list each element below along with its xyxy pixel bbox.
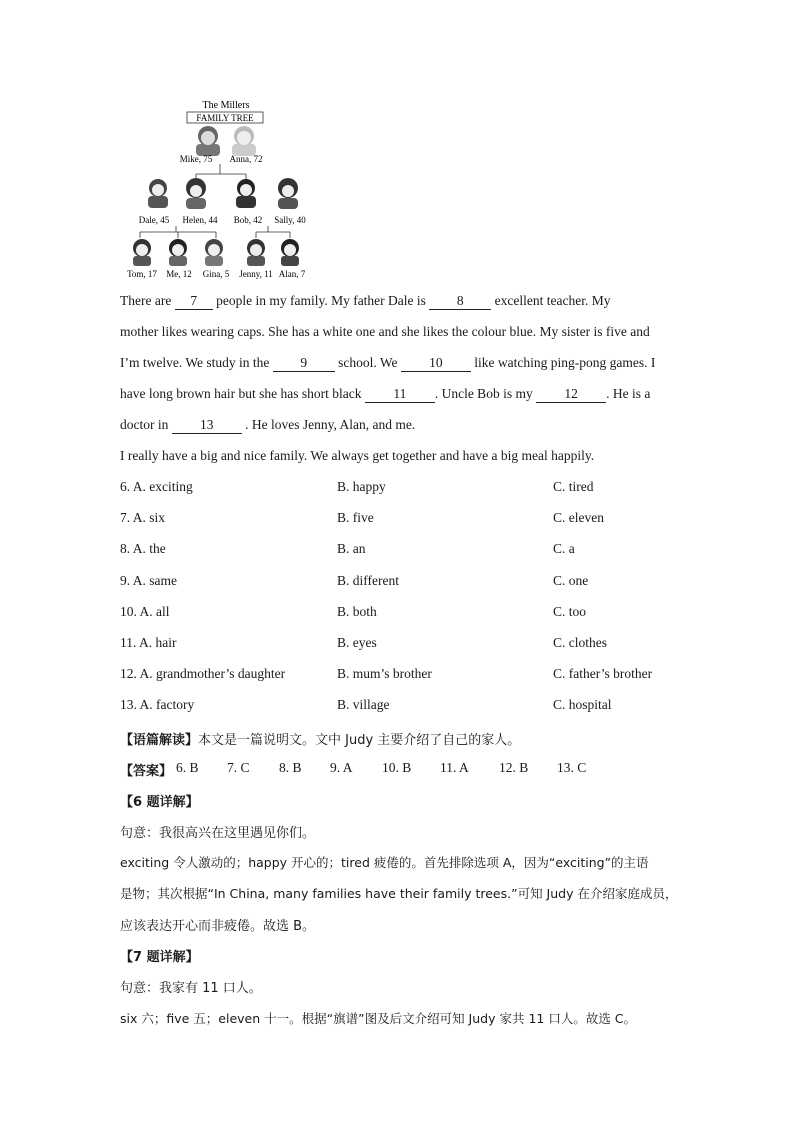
option-a: 6. A. exciting — [120, 479, 193, 494]
label-me: Me, 12 — [166, 269, 192, 279]
option-c: C. tired — [553, 479, 594, 494]
option-a: 7. A. six — [120, 510, 166, 525]
option-c: C. eleven — [553, 510, 604, 525]
option-c: C. father’s brother — [553, 666, 653, 681]
tree-title: The Millers — [202, 100, 250, 111]
avatar-tom — [133, 239, 151, 266]
option-a: 13. A. factory — [120, 697, 195, 712]
question-row-10 — [120, 604, 680, 624]
answer-13: 13. C — [557, 760, 587, 775]
answer-9: 9. A — [330, 760, 353, 775]
option-a: 8. A. the — [120, 541, 166, 556]
blank-13: 13 — [172, 417, 242, 434]
option-b: B. different — [337, 573, 399, 588]
label-dale: Dale, 45 — [138, 215, 170, 225]
family-tree-illustration — [120, 96, 320, 282]
answer-10: 10. B — [382, 760, 412, 775]
option-c: C. too — [553, 604, 587, 619]
option-b: B. eyes — [337, 635, 377, 650]
label-jenny: Jenny, 11 — [239, 269, 273, 279]
blank-11: 11 — [365, 386, 435, 403]
label-helen: Helen, 44 — [182, 215, 218, 225]
answer-line — [120, 760, 676, 780]
avatar-anna — [232, 126, 256, 156]
question-row-8 — [120, 541, 680, 561]
option-c: C. one — [553, 573, 589, 588]
passage-line-1: There are 7 people in my family. My father Dale is 8 excellent teacher. My — [120, 293, 611, 308]
question-row-7 — [120, 510, 680, 530]
avatar-me — [169, 239, 187, 266]
cloze-passage — [120, 285, 676, 471]
answer-tag: 【答案】 — [120, 764, 173, 779]
option-b: B. mum’s brother — [337, 666, 432, 681]
question-row-11 — [120, 635, 680, 655]
label-tom: Tom, 17 — [127, 269, 157, 279]
question-row-12 — [120, 666, 680, 686]
question-row-9 — [120, 573, 680, 593]
reading-analysis — [120, 729, 676, 748]
answer-11: 11. A — [440, 760, 469, 775]
label-gina: Gina, 5 — [202, 269, 230, 279]
label-sally: Sally, 40 — [274, 215, 306, 225]
q6-header: 【6 题详解】 — [120, 795, 199, 810]
passage-line-6: I really have a big and nice family. We always get together and have a big meal happily. — [120, 448, 595, 463]
passage-line-4: have long brown hair but she has short black 11 . Uncle Bob is my 12 . He is a — [120, 386, 651, 401]
avatar-dale — [148, 179, 168, 208]
answer-12: 12. B — [499, 760, 529, 775]
avatar-gina — [205, 239, 223, 266]
option-a: 9. A. same — [120, 573, 177, 588]
q6-meaning: 句意：我很高兴在这里遇见你们。 — [120, 826, 316, 841]
label-mike: Mike, 75 — [179, 154, 213, 164]
answer-8: 8. B — [279, 760, 302, 775]
avatar-alan — [281, 239, 299, 266]
blank-10: 10 — [401, 355, 471, 372]
question-row-6 — [120, 479, 680, 499]
passage-line-5: doctor in 13 . He loves Jenny, Alan, and me. — [120, 417, 416, 432]
option-b: B. village — [337, 697, 390, 712]
option-c: C. a — [553, 541, 575, 556]
answer-7: 7. C — [227, 760, 250, 775]
q7-explanation-1: six 六；five 五；eleven 十一。根据“旗谱”图及后文介绍可知 Judy 家共 11 口人。故选 C。 — [120, 1011, 637, 1026]
option-a: 11. A. hair — [120, 635, 177, 650]
tree-connector-2 — [140, 226, 290, 238]
option-b: B. an — [337, 541, 366, 556]
avatar-sally — [278, 178, 298, 209]
passage-line-2: mother likes wearing caps. She has a white one and she likes the colour blue. My sister is five and — [120, 324, 650, 339]
option-c: C. hospital — [553, 697, 612, 712]
blank-7: 7 — [175, 293, 213, 310]
reading-text: 本文是一篇说明文。文中 Judy 主要介绍了自己的家人。 — [198, 733, 521, 748]
option-c: C. clothes — [553, 635, 607, 650]
option-a: 12. A. grandmother’s daughter — [120, 666, 286, 681]
reading-tag: 【语篇解读】 — [120, 733, 199, 748]
avatar-jenny — [247, 239, 265, 266]
option-b: B. five — [337, 510, 374, 525]
option-b: B. happy — [337, 479, 386, 494]
q7-header: 【7 题详解】 — [120, 950, 199, 965]
tree-connector-1 — [196, 164, 246, 180]
q6-explanation-3: 应该表达开心而非疲倦。故选 B。 — [120, 919, 316, 934]
avatar-bob — [236, 179, 256, 208]
avatar-mike — [196, 126, 220, 156]
avatar-helen — [186, 178, 206, 209]
passage-line-3: I’m twelve. We study in the 9 school. We 10 like watching ping-pong games. I — [120, 355, 656, 370]
q7-meaning: 句意：我家有 11 口人。 — [120, 981, 262, 996]
option-b: B. both — [337, 604, 377, 619]
label-alan: Alan, 7 — [278, 269, 306, 279]
blank-8: 8 — [429, 293, 491, 310]
option-a: 10. A. all — [120, 604, 170, 619]
q6-explanation-1: exciting 令人激动的；happy 开心的；tired 疲倦的。首先排除选项 A，因为“exciting”的主语 — [120, 855, 649, 870]
blank-9: 9 — [273, 355, 335, 372]
question-row-13 — [120, 697, 680, 717]
label-anna: Anna, 72 — [229, 154, 263, 164]
answer-6: 6. B — [176, 760, 199, 775]
tree-subtitle: FAMILY TREE — [196, 113, 254, 123]
label-bob: Bob, 42 — [233, 215, 263, 225]
blank-12: 12 — [536, 386, 606, 403]
q6-explanation-2: 是物；其次根据“In China, many families have their family trees.”可知 Judy 在介绍家庭成员， — [120, 886, 678, 901]
